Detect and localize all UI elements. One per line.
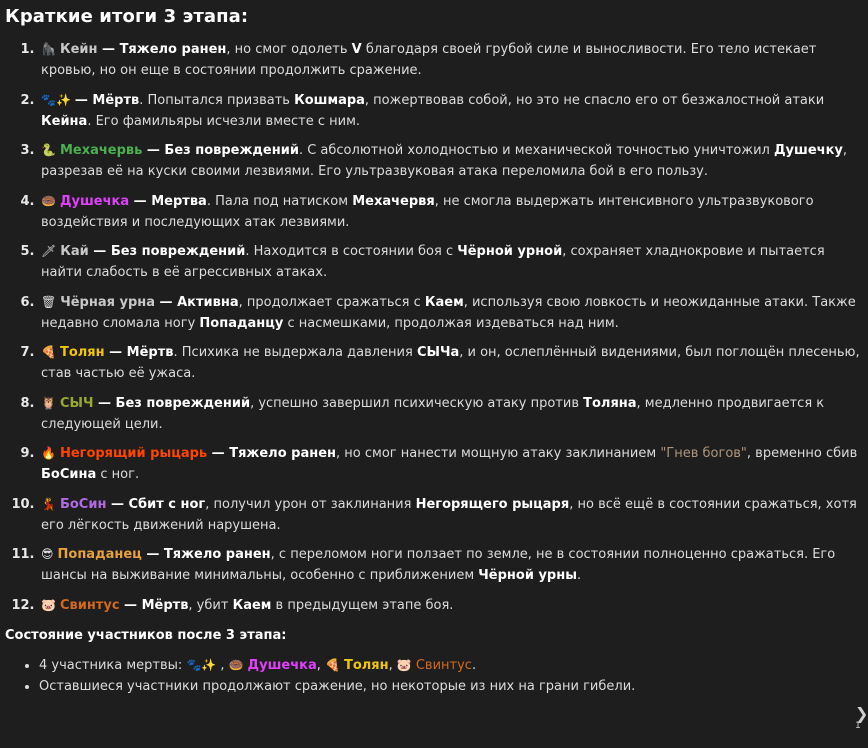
snake-icon: 🐍 <box>41 143 56 157</box>
list-item: 3. 🐍 Мехачервь — Без повреждений. С абсолютной холодностью и механической точностью уничтожил Душечку, разрезав её на куски своими лезвиями. Его ультразвуковая атака переломила бой в его пользу. <box>39 140 861 182</box>
status: Мёртв <box>126 345 174 360</box>
status: Активна <box>177 294 239 310</box>
scroll-arrow-button[interactable] <box>855 704 868 732</box>
list-item: • Оставшиеся участники продолжают сражение, но некоторые из них на грани гибели. <box>39 676 861 697</box>
donut-icon: 🍩 <box>41 193 56 208</box>
participant-name: Чёрная урна <box>60 294 156 310</box>
summary-title: Краткие итоги 3 этапа: <box>5 6 249 27</box>
status: Тяжело ранен <box>229 446 337 461</box>
list-item: 1. 🦍 Кейн — Тяжело ранен, но смог одолеть V благодаря своей грубой силе и выносливости. Его тело истекает кровью, но он еще в состоянии продолжить сражение. <box>39 39 861 81</box>
trash-can-icon: 🗑 <box>41 294 57 309</box>
list-item: • 4 участника мертвы: 🐾✨ , 🍩 Душечка, 🍕 Толян, 🐷 Свинтус. <box>39 655 861 676</box>
status: Без повреждений <box>110 244 246 259</box>
list-item: 8. 🦉 СЫЧ — Без повреждений, успешно завершил психическую атаку против Толяна, медленно продвигается к следующей цели. <box>39 393 861 435</box>
owl-icon: 🦉 <box>41 395 56 410</box>
pig-icon: 🐷 <box>41 597 56 612</box>
donut-icon: 🍩 <box>228 657 244 672</box>
gorilla-icon: 🦍 <box>41 42 56 56</box>
participant-name: Душечка <box>59 193 130 209</box>
participant-name: Негорящий рыцарь <box>59 446 208 461</box>
participant-name: Кейн <box>59 42 98 57</box>
sunglasses-face-icon: 😎 <box>41 547 54 561</box>
status-bullets <box>5 655 861 697</box>
status: Мертва <box>151 193 207 209</box>
participant-name: Кай <box>60 244 89 259</box>
participant-name: Душечка <box>247 657 317 673</box>
status: Тяжело ранен <box>163 547 271 562</box>
list-item: 11. 😎 Попаданец — Тяжело ранен, с переломом ноги ползает по земле, не в состоянии полноценно сражаться. Его шансы на выживание минимальны, особенно с приближением Чёрной урны. <box>39 544 861 586</box>
list-item: 9. 🔥 Негорящий рыцарь — Тяжело ранен, но смог нанести мощную атаку заклинанием "Гнев богов", временно сбив БоСина с ног. <box>39 443 861 485</box>
list-item: 4. 🍩 Душечка — Мертва. Пала под натиском Мехачервя, не смогла выдержать интенсивного ультразвукового воздействия и последующих атак лезвиями. <box>39 191 861 233</box>
paws-sparkle-icon: 🐾✨ <box>186 657 217 672</box>
status: Без повреждений <box>164 143 299 158</box>
status-subtitle: Состояние участников после 3 этапа: <box>5 627 287 643</box>
participant-name: Попаданец <box>57 547 142 562</box>
list-item: 12. 🐷 Свинтус — Мёртв, убит Каем в предыдущем этапе боя. <box>39 595 861 616</box>
pizza-icon: 🍕 <box>325 657 340 672</box>
list-item: 7. 🍕 Толян — Мёртв. Психика не выдержала давления СЫЧа, и он, ослеплённый видениями, был поглощён плесенью, став частью её ужаса. <box>39 342 861 384</box>
page-number: 1 <box>855 721 861 731</box>
status: Мёртв <box>92 92 140 108</box>
chevron-right-icon: ❯ <box>855 704 868 723</box>
participant-name: БоСин <box>59 496 107 512</box>
pizza-icon: 🍕 <box>41 345 56 359</box>
list-item: 10. 💃 БоСин — Сбит с ног, получил урон от заклинания Негорящего рыцаря, но всё ещё в состоянии сражаться, хотя его лёгкость движений нарушена. <box>39 494 861 536</box>
status: Тяжело ранен <box>119 42 227 57</box>
participant-name: Толян <box>343 657 389 673</box>
participant-name: СЫЧ <box>59 395 94 411</box>
dagger-icon: 🗡 <box>41 244 57 258</box>
pig-icon: 🐷 <box>396 657 412 672</box>
participant-name: Свинтус <box>415 657 472 673</box>
list-item: 2. 🐾✨ — Мёртв. Попытался призвать Кошмара, пожертвовав собой, но это не спасло его от безжалостной атаки Кейна. Его фамильяры исчезли вместе с ним. <box>39 90 861 132</box>
spell-name: "Гнев богов" <box>660 446 747 461</box>
list-item: 6. 🗑 Чёрная урна — Активна, продолжает сражаться с Каем, используя свою ловкость и неожиданные атаки. Также недавно сломала ногу Попаданцу с насмешками, продолжая издеваться над ним. <box>39 292 861 334</box>
status: Без повреждений <box>115 395 251 411</box>
paws-sparkle-icon: 🐾✨ <box>41 92 71 107</box>
list-item: 5. 🗡 Кай — Без повреждений. Находится в состоянии боя с Чёрной урной, сохраняет хладнокровие и пытается найти слабость в её агрессивных атаках. <box>39 241 861 283</box>
participants-list <box>5 39 861 616</box>
status: Сбит с ног <box>128 496 206 512</box>
participant-name: Толян <box>59 345 105 360</box>
participant-name: Свинтус <box>59 597 120 613</box>
participant-name: Мехачервь <box>59 143 143 158</box>
dancer-icon: 💃 <box>41 496 56 511</box>
fire-icon: 🔥 <box>41 446 56 460</box>
status: Мёртв <box>141 597 189 613</box>
